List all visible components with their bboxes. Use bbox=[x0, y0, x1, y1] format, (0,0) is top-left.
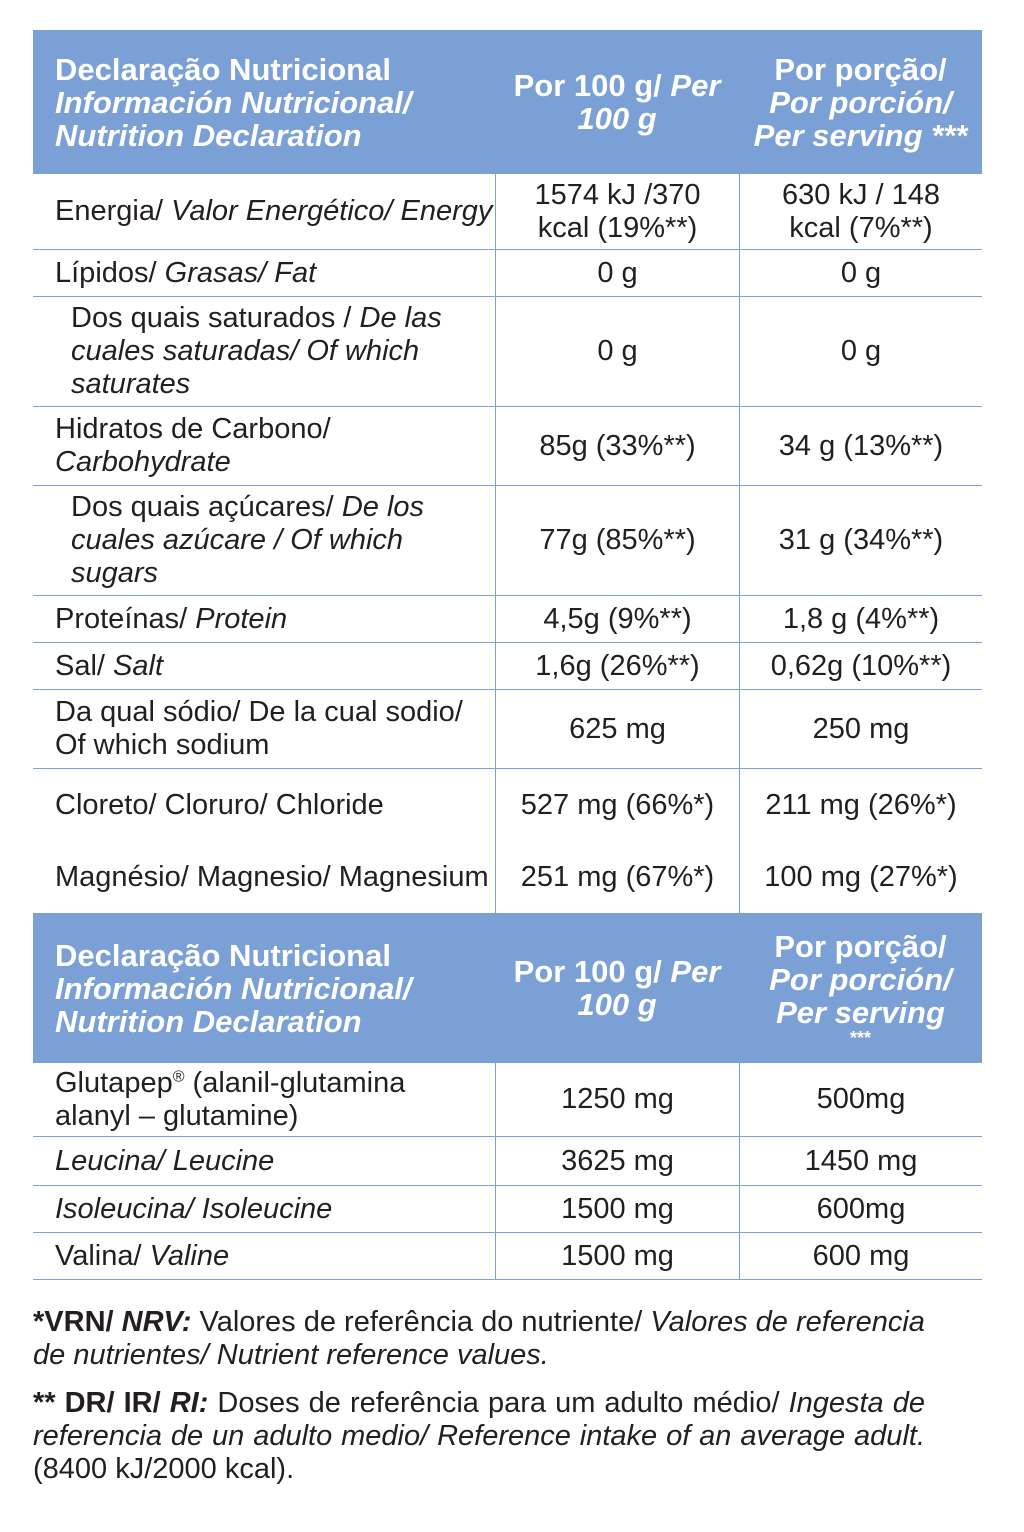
row-perserving bbox=[739, 407, 982, 485]
label-line: Da qual sódio/ De la cual sodio/ bbox=[55, 696, 463, 728]
value-line: kcal (7%**) bbox=[789, 211, 933, 244]
vrn-pt: Valores de referência do nutriente/ bbox=[191, 1306, 651, 1338]
row-perserving bbox=[739, 250, 982, 296]
table-1-header bbox=[33, 30, 982, 174]
value-line: 1500 mg bbox=[561, 1239, 674, 1272]
row-perserving bbox=[739, 174, 982, 249]
table-row-chloride bbox=[33, 769, 982, 841]
value-line: 100 mg (27%*) bbox=[764, 860, 958, 893]
row-label bbox=[33, 1233, 495, 1279]
value-line: 0 g bbox=[840, 335, 882, 367]
label-pt: Dos quais açúcares/ bbox=[71, 491, 342, 523]
header-serving-en: Per serving *** bbox=[753, 117, 968, 153]
row-perserving bbox=[739, 486, 982, 595]
registered-mark: ® bbox=[172, 1067, 185, 1085]
row-label bbox=[33, 769, 495, 841]
row-per100 bbox=[495, 1063, 739, 1136]
table-row-glutapep bbox=[33, 1063, 982, 1137]
value-line: kcal (19%**) bbox=[537, 211, 698, 244]
label-en: sugars bbox=[71, 557, 159, 589]
label-pt: (alanil-glutamina bbox=[184, 1066, 406, 1099]
row-perserving bbox=[739, 1233, 982, 1279]
value-line: 4,5g (9%**) bbox=[543, 602, 692, 635]
value-line: 1500 mg bbox=[561, 1192, 674, 1225]
label-pt: Hidratos de Carbono/ bbox=[55, 413, 331, 445]
table-row-valine bbox=[33, 1233, 982, 1280]
label-es-en: Isoleucina/ Isoleucine bbox=[55, 1192, 333, 1225]
value-line: 0 g bbox=[597, 335, 638, 367]
value-line: 630 kJ / 148 bbox=[782, 178, 940, 211]
value-line: 600 mg bbox=[812, 1239, 910, 1272]
header-per100-cell bbox=[495, 913, 739, 1063]
value-line: 0 g bbox=[840, 256, 882, 289]
row-perserving bbox=[739, 643, 982, 689]
ri-abbr: RI: bbox=[169, 1387, 209, 1419]
header-serving-pt: Por porção/ bbox=[774, 928, 947, 964]
row-per100 bbox=[495, 297, 739, 406]
value-line: 625 mg bbox=[569, 712, 666, 745]
value-line: 3625 mg bbox=[561, 1144, 674, 1177]
header-serving-asterisks: *** bbox=[849, 1027, 871, 1048]
label-pt: Dos quais saturados / bbox=[71, 302, 360, 334]
header-es: Información Nutricional/ bbox=[55, 970, 412, 1006]
row-per100 bbox=[495, 690, 739, 768]
nrv-abbr: NRV: bbox=[121, 1306, 192, 1338]
row-per100 bbox=[495, 407, 739, 485]
table-row-sugars bbox=[33, 486, 982, 596]
header-perserving-cell bbox=[739, 913, 982, 1063]
header-per100-pt: Por 100 g/ bbox=[513, 68, 671, 103]
value-line: 1,6g (26%**) bbox=[535, 649, 700, 682]
dr-energy: (8400 kJ/2000 kcal). bbox=[33, 1453, 295, 1485]
header-pt: Declaração Nutricional bbox=[55, 51, 391, 87]
header-serving-pt: Por porção/ bbox=[774, 51, 947, 87]
label-line: Cloreto/ Cloruro/ Chloride bbox=[55, 788, 384, 821]
row-label bbox=[33, 1137, 495, 1185]
label-en: Valine bbox=[149, 1239, 230, 1272]
vrn-es-en: Valores de referencia de nutrientes/ Nutrient reference values. bbox=[33, 1306, 925, 1371]
value-line: 500mg bbox=[816, 1083, 906, 1115]
dr-abbr: ** DR/ IR/ bbox=[33, 1387, 170, 1419]
label-line: Of which sodium bbox=[55, 729, 270, 761]
header-serving-en: Per serving bbox=[776, 994, 945, 1030]
row-label bbox=[33, 596, 495, 642]
label-es-en: Valor Energético/ Energy bbox=[171, 195, 493, 227]
header-per100-pt: Por 100 g/ bbox=[513, 954, 671, 989]
label-es: De los bbox=[341, 491, 425, 523]
table-row-leucine bbox=[33, 1137, 982, 1186]
table-row-fat bbox=[33, 250, 982, 297]
header-serving-es: Por porción/ bbox=[769, 84, 952, 120]
header-per100-en: 100 g bbox=[577, 987, 657, 1022]
nutrition-table-1 bbox=[33, 30, 982, 913]
value-line: 600mg bbox=[816, 1192, 906, 1225]
table-row-energy bbox=[33, 174, 982, 250]
row-per100 bbox=[495, 643, 739, 689]
row-per100 bbox=[495, 174, 739, 249]
table-row-carbohydrate bbox=[33, 407, 982, 486]
footnotes bbox=[33, 1306, 925, 1486]
header-label-cell bbox=[33, 30, 495, 174]
value-line: 1250 mg bbox=[561, 1083, 674, 1115]
value-line: 250 mg bbox=[812, 712, 910, 745]
row-per100 bbox=[495, 769, 739, 841]
row-per100 bbox=[495, 841, 739, 913]
value-line: 77g (85%**) bbox=[539, 524, 696, 556]
header-es: Información Nutricional/ bbox=[55, 84, 412, 120]
row-perserving bbox=[739, 769, 982, 841]
header-en: Nutrition Declaration bbox=[55, 117, 362, 153]
label-en: Protein bbox=[195, 602, 288, 635]
dr-pt: Doses de referência para um adulto médio/ bbox=[208, 1387, 789, 1419]
header-label-cell bbox=[33, 913, 495, 1063]
table-row-sodium bbox=[33, 690, 982, 769]
label-es-en: Grasas/ Fat bbox=[164, 256, 317, 289]
row-label bbox=[33, 841, 495, 913]
value-line: 1574 kJ /370 bbox=[534, 178, 701, 211]
nutrition-table-2 bbox=[33, 913, 982, 1280]
label-pt: Lípidos/ bbox=[55, 256, 165, 289]
row-perserving bbox=[739, 690, 982, 768]
label-pt: Proteínas/ bbox=[55, 602, 196, 635]
row-per100 bbox=[495, 486, 739, 595]
label-pt: Sal/ bbox=[55, 649, 114, 682]
header-serving-es: Por porción/ bbox=[769, 961, 952, 997]
label-line: Magnésio/ Magnesio/ Magnesium bbox=[55, 860, 489, 893]
row-perserving bbox=[739, 1186, 982, 1232]
label-es-en: cuales azúcare / Of which bbox=[71, 524, 404, 556]
row-label bbox=[33, 297, 495, 406]
header-per100-cell bbox=[495, 30, 739, 174]
value-line: 0,62g (10%**) bbox=[770, 649, 952, 682]
value-line: 85g (33%**) bbox=[539, 429, 696, 462]
label-brand: Glutapep bbox=[55, 1066, 173, 1099]
header-en: Nutrition Declaration bbox=[55, 1003, 362, 1039]
row-per100 bbox=[495, 1186, 739, 1232]
row-perserving bbox=[739, 841, 982, 913]
table-row-protein bbox=[33, 596, 982, 643]
row-label bbox=[33, 1063, 495, 1136]
header-per100-en: 100 g bbox=[577, 101, 657, 136]
row-label bbox=[33, 174, 495, 249]
value-line: 527 mg (66%*) bbox=[520, 788, 715, 821]
row-perserving bbox=[739, 1063, 982, 1136]
label-pt: Valina/ bbox=[55, 1239, 150, 1272]
label-en: alanyl – glutamine) bbox=[55, 1099, 299, 1132]
value-line: 211 mg (26%*) bbox=[765, 788, 957, 821]
value-line: 0 g bbox=[597, 256, 638, 289]
row-perserving bbox=[739, 596, 982, 642]
header-pt: Declaração Nutricional bbox=[55, 937, 391, 973]
value-line: 31 g (34%**) bbox=[778, 524, 944, 556]
label-pt: Energia/ bbox=[55, 195, 172, 227]
label-en: saturates bbox=[71, 368, 191, 400]
row-per100 bbox=[495, 1137, 739, 1185]
value-line: 1450 mg bbox=[804, 1144, 918, 1177]
footnote-vrn bbox=[33, 1306, 925, 1372]
row-per100 bbox=[495, 250, 739, 296]
dr-es-en: Ingesta de referencia de un adulto medio/ Reference intake of an average adult. bbox=[33, 1387, 925, 1452]
table-row-isoleucine bbox=[33, 1186, 982, 1233]
label-es-en: Leucina/ Leucine bbox=[55, 1144, 275, 1177]
row-per100 bbox=[495, 1233, 739, 1279]
value-line: 34 g (13%**) bbox=[778, 429, 944, 462]
table-row-saturates bbox=[33, 297, 982, 407]
footnote-dr bbox=[33, 1387, 925, 1486]
row-label bbox=[33, 407, 495, 485]
label-es: De las bbox=[359, 302, 442, 334]
row-label bbox=[33, 690, 495, 768]
header-per100-per: Per bbox=[670, 954, 721, 989]
row-perserving bbox=[739, 1137, 982, 1185]
header-per100-per: Per bbox=[670, 68, 721, 103]
label-en: Carbohydrate bbox=[55, 446, 231, 478]
label-en: Salt bbox=[113, 649, 164, 682]
value-line: 1,8 g (4%**) bbox=[782, 602, 940, 635]
table-row-magnesium bbox=[33, 841, 982, 913]
label-es-en: cuales saturadas/ Of which bbox=[71, 335, 420, 367]
row-label bbox=[33, 1186, 495, 1232]
row-label bbox=[33, 486, 495, 595]
table-2-header bbox=[33, 913, 982, 1063]
table-row-salt bbox=[33, 643, 982, 690]
vrn-abbr: *VRN/ bbox=[33, 1306, 122, 1338]
value-line: 251 mg (67%*) bbox=[520, 860, 715, 893]
row-perserving bbox=[739, 297, 982, 406]
row-label bbox=[33, 643, 495, 689]
row-per100 bbox=[495, 596, 739, 642]
row-label bbox=[33, 250, 495, 296]
header-perserving-cell bbox=[739, 30, 982, 174]
